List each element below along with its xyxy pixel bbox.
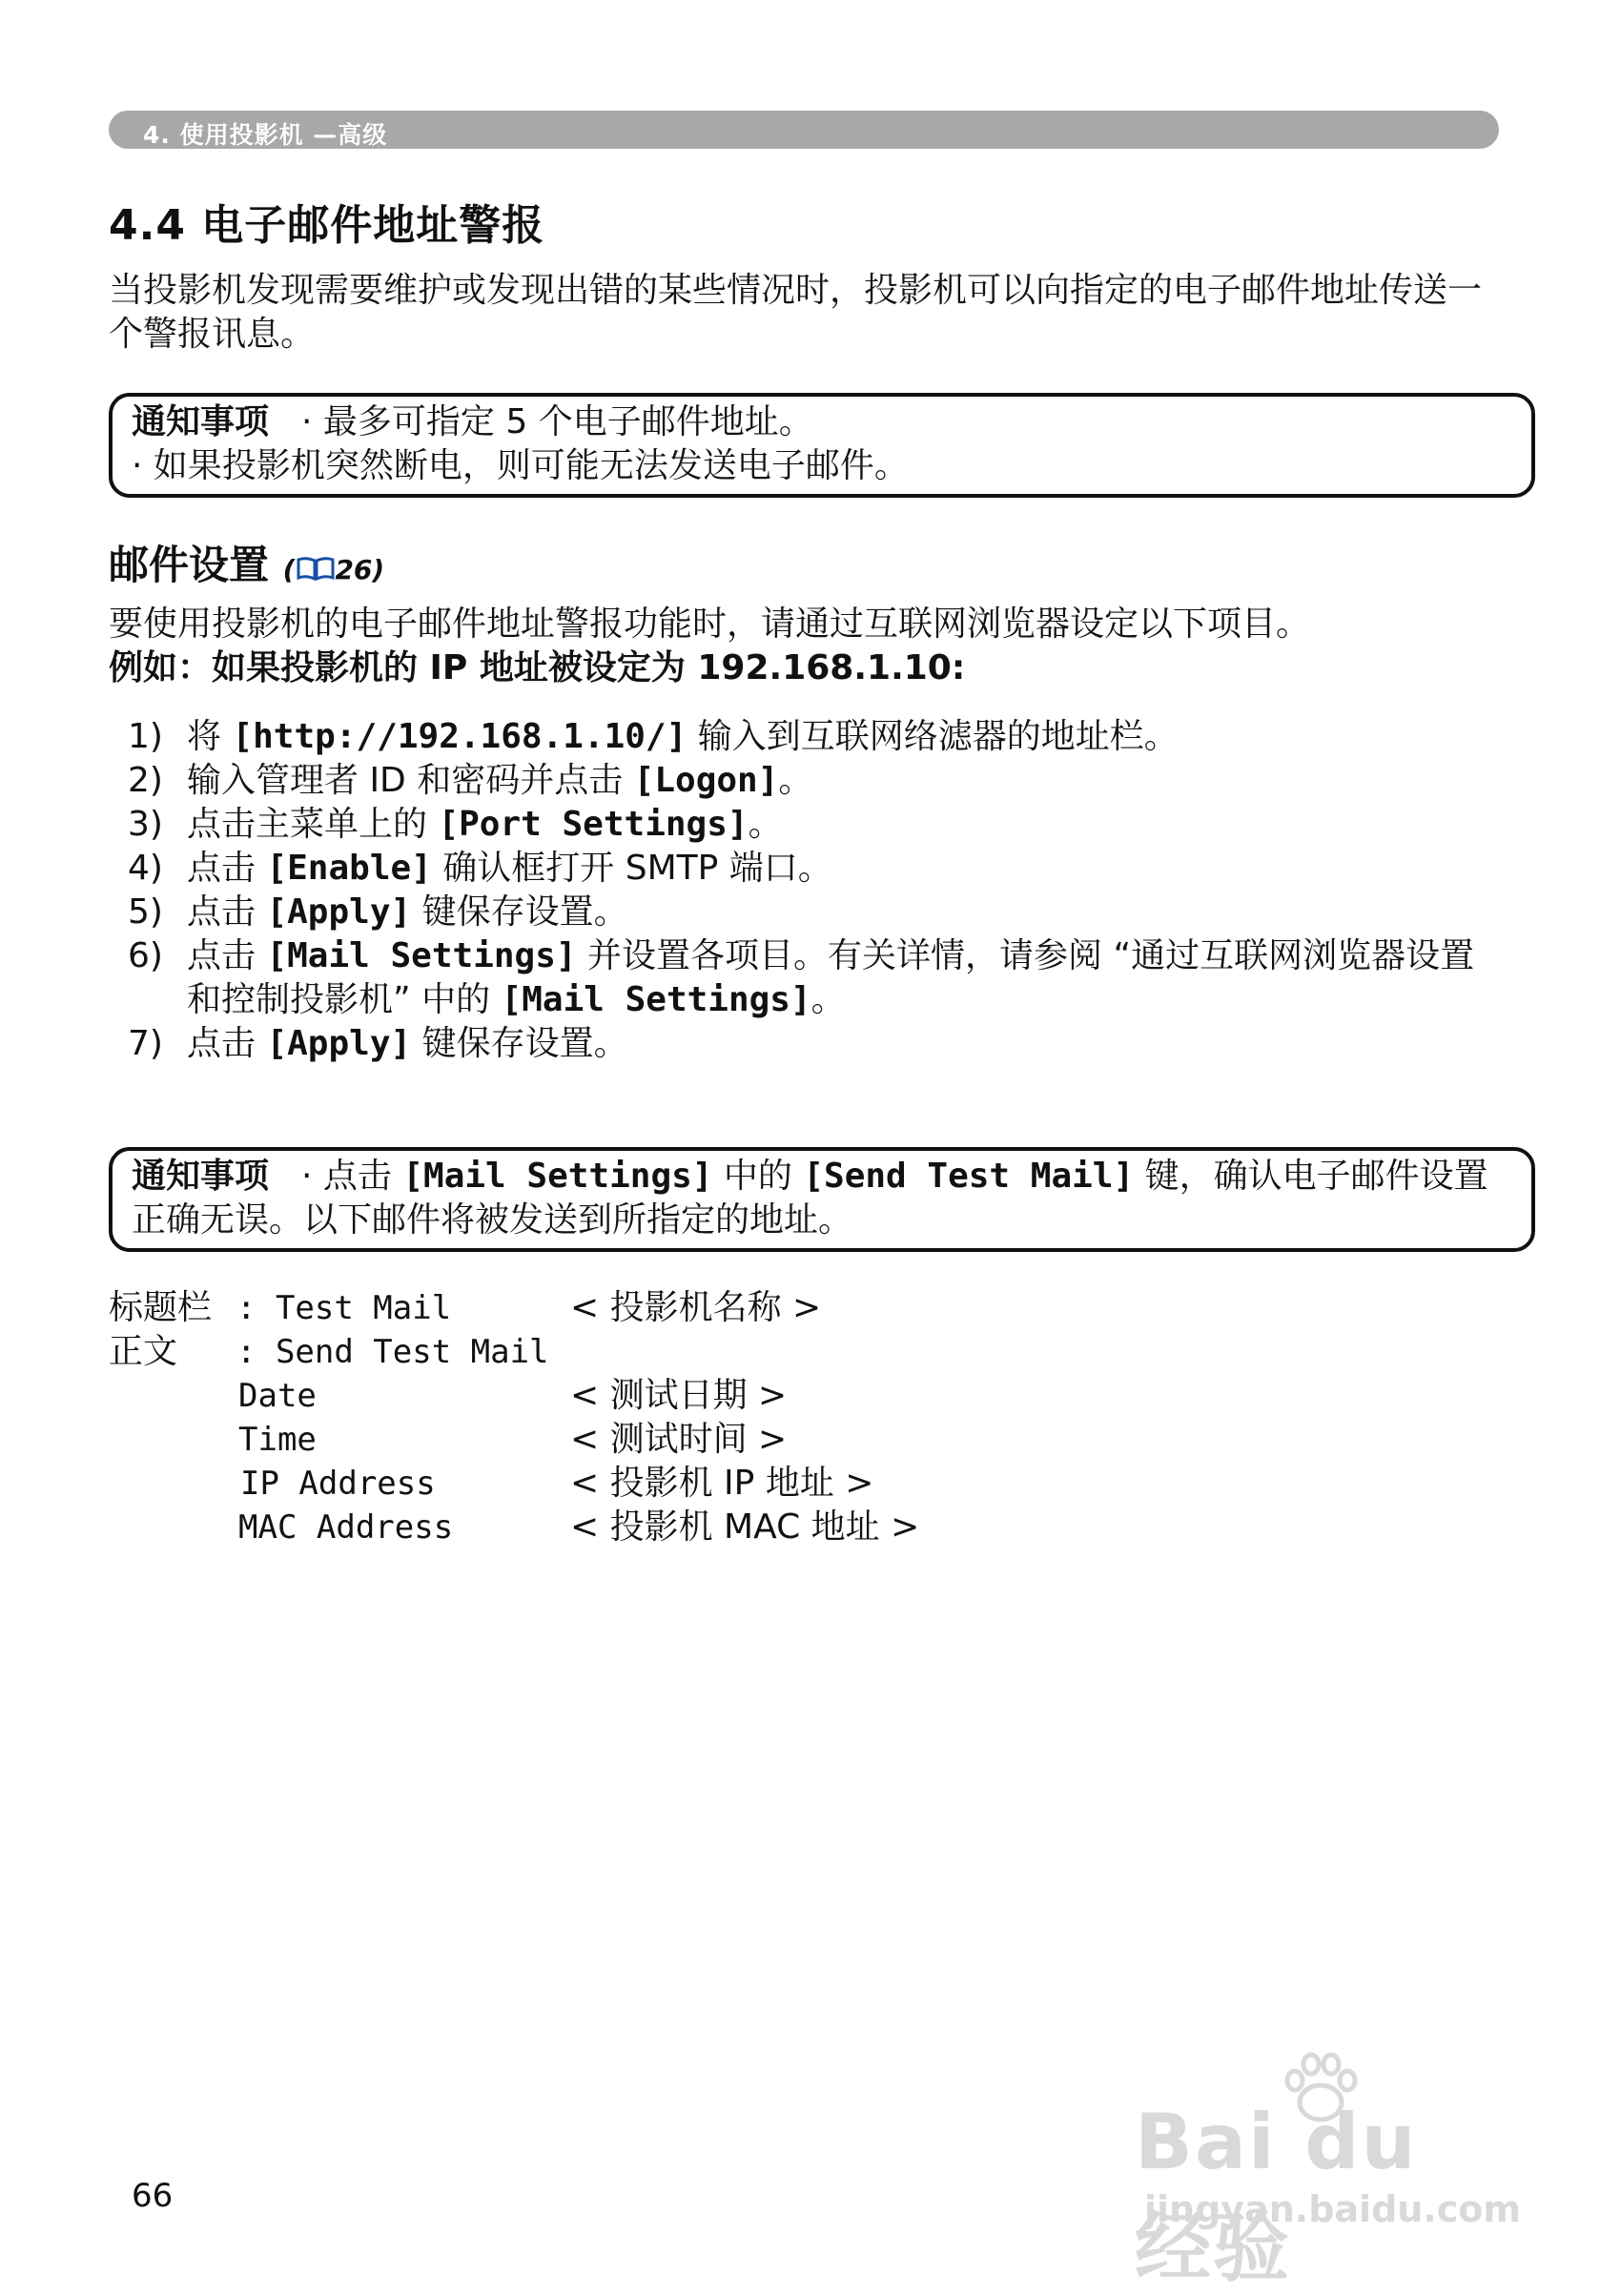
mail-label: 标题栏 — [109, 1288, 213, 1327]
step-text: 输入到互联网络滤器的地址栏。 — [687, 717, 1179, 756]
mail-field: : Test Mail — [236, 1289, 452, 1327]
step-key: [Logon] — [633, 761, 779, 800]
step-text: 。 — [810, 980, 846, 1019]
note-label: 通知事项 — [132, 402, 270, 441]
note-label: 通知事项 — [132, 1157, 270, 1196]
ref-open: ( — [282, 554, 296, 585]
book-icon — [297, 556, 335, 581]
list-item — [128, 891, 1501, 934]
step-key: [Mail Settings] — [266, 936, 577, 975]
note-key: [Send Test Mail] — [803, 1157, 1135, 1196]
step-text: 。 — [778, 761, 813, 800]
step-key: [Enable] — [266, 849, 432, 888]
header-bar — [109, 111, 1499, 149]
step-text: 。 — [748, 805, 783, 844]
page-reference[interactable] — [283, 554, 385, 585]
step-text: 点击 — [187, 892, 267, 932]
list-item — [128, 803, 1501, 847]
mail-label: 正文 — [109, 1332, 178, 1371]
step-key: [http://192.168.1.10/] — [232, 717, 687, 756]
mail-field: Date — [238, 1377, 317, 1415]
page-number: 66 — [132, 2177, 174, 2215]
mail-field: : Send Test Mail — [236, 1333, 549, 1371]
note-text: 中的 — [712, 1157, 804, 1196]
mail-settings-desc: 要使用投影机的电子邮件地址警报功能时，请通过互联网浏览器设定以下项目。 — [109, 605, 1311, 644]
note-text: · 点击 — [301, 1157, 403, 1196]
breadcrumb: 4. 使用投影机 —高级 — [143, 121, 388, 149]
list-item — [128, 847, 1501, 891]
list-item — [128, 759, 1501, 803]
section-intro: 当投影机发现需要维护或发现出错的某些情况时，投影机可以向指定的电子邮件地址传送一个警报讯息。 — [109, 271, 1483, 354]
section-title: 4.4 电子邮件地址警报 — [109, 201, 545, 250]
step-text: 点击 — [187, 936, 267, 975]
mail-field: MAC Address — [238, 1508, 454, 1547]
note-key: [Mail Settings] — [402, 1157, 713, 1196]
mail-field: Time — [238, 1421, 317, 1459]
step-key: [Port Settings] — [438, 805, 749, 844]
step-text: 点击主菜单上的 — [187, 805, 439, 844]
ref-close: ) — [372, 554, 385, 585]
steps-list — [128, 715, 1501, 1066]
step-number: 4) — [128, 849, 163, 888]
list-item — [128, 1022, 1501, 1066]
step-text: 输入管理者 ID 和密码并点击 — [187, 761, 634, 800]
mail-field: IP Address — [240, 1465, 436, 1503]
watermark-brand: Bai du 经验 — [1135, 2098, 1418, 2292]
step-text: 确认框打开 SMTP 端口。 — [431, 849, 832, 888]
note-line-1: · 最多可指定 5 个电子邮件地址。 — [301, 402, 813, 441]
step-key: [Apply] — [266, 892, 412, 932]
step-number: 6) — [128, 936, 163, 975]
step-text: 将 — [187, 717, 233, 756]
step-text: 点击 — [187, 1024, 267, 1063]
step-number: 2) — [128, 761, 163, 800]
step-key: [Mail Settings] — [501, 980, 811, 1019]
mail-value: < 测试时间 > — [570, 1420, 788, 1459]
note-text: 键，确认电子邮件设置正确无误。以下邮件将被发送到所指定的地址。 — [132, 1157, 1488, 1240]
example-line: 例如：如果投影机的 IP 地址被设定为 192.168.1.10: — [109, 648, 966, 687]
step-text: 并设置各项目。有关详情，请参阅 “通过互联网浏览器设置和控制投影机” 中的 — [187, 936, 1475, 1019]
step-text: 键保存设置。 — [411, 892, 628, 932]
step-number: 1) — [128, 717, 163, 756]
step-number: 5) — [128, 892, 163, 932]
watermark — [1135, 2088, 1521, 2292]
note-box-1 — [109, 393, 1535, 498]
step-number: 7) — [128, 1024, 163, 1063]
mail-settings-heading — [109, 534, 384, 591]
mail-value: < 投影机 IP 地址 > — [570, 1464, 874, 1503]
list-item — [128, 715, 1501, 759]
step-number: 3) — [128, 805, 163, 844]
watermark-url: jingyan.baidu.com — [1144, 2188, 1521, 2230]
step-key: [Apply] — [266, 1024, 412, 1063]
step-text: 点击 — [187, 849, 267, 888]
note-line-2: · 如果投影机突然断电，则可能无法发送电子邮件。 — [132, 446, 909, 485]
ref-page: 26 — [335, 554, 373, 585]
mail-value: < 投影机 MAC 地址 > — [570, 1507, 920, 1547]
note-box-2 — [109, 1147, 1535, 1252]
mail-settings-title: 邮件设置 — [109, 542, 270, 588]
list-item — [128, 934, 1501, 1022]
mail-value: < 测试日期 > — [570, 1376, 788, 1415]
step-text: 键保存设置。 — [411, 1024, 628, 1063]
mail-value: < 投影机名称 > — [570, 1288, 822, 1327]
